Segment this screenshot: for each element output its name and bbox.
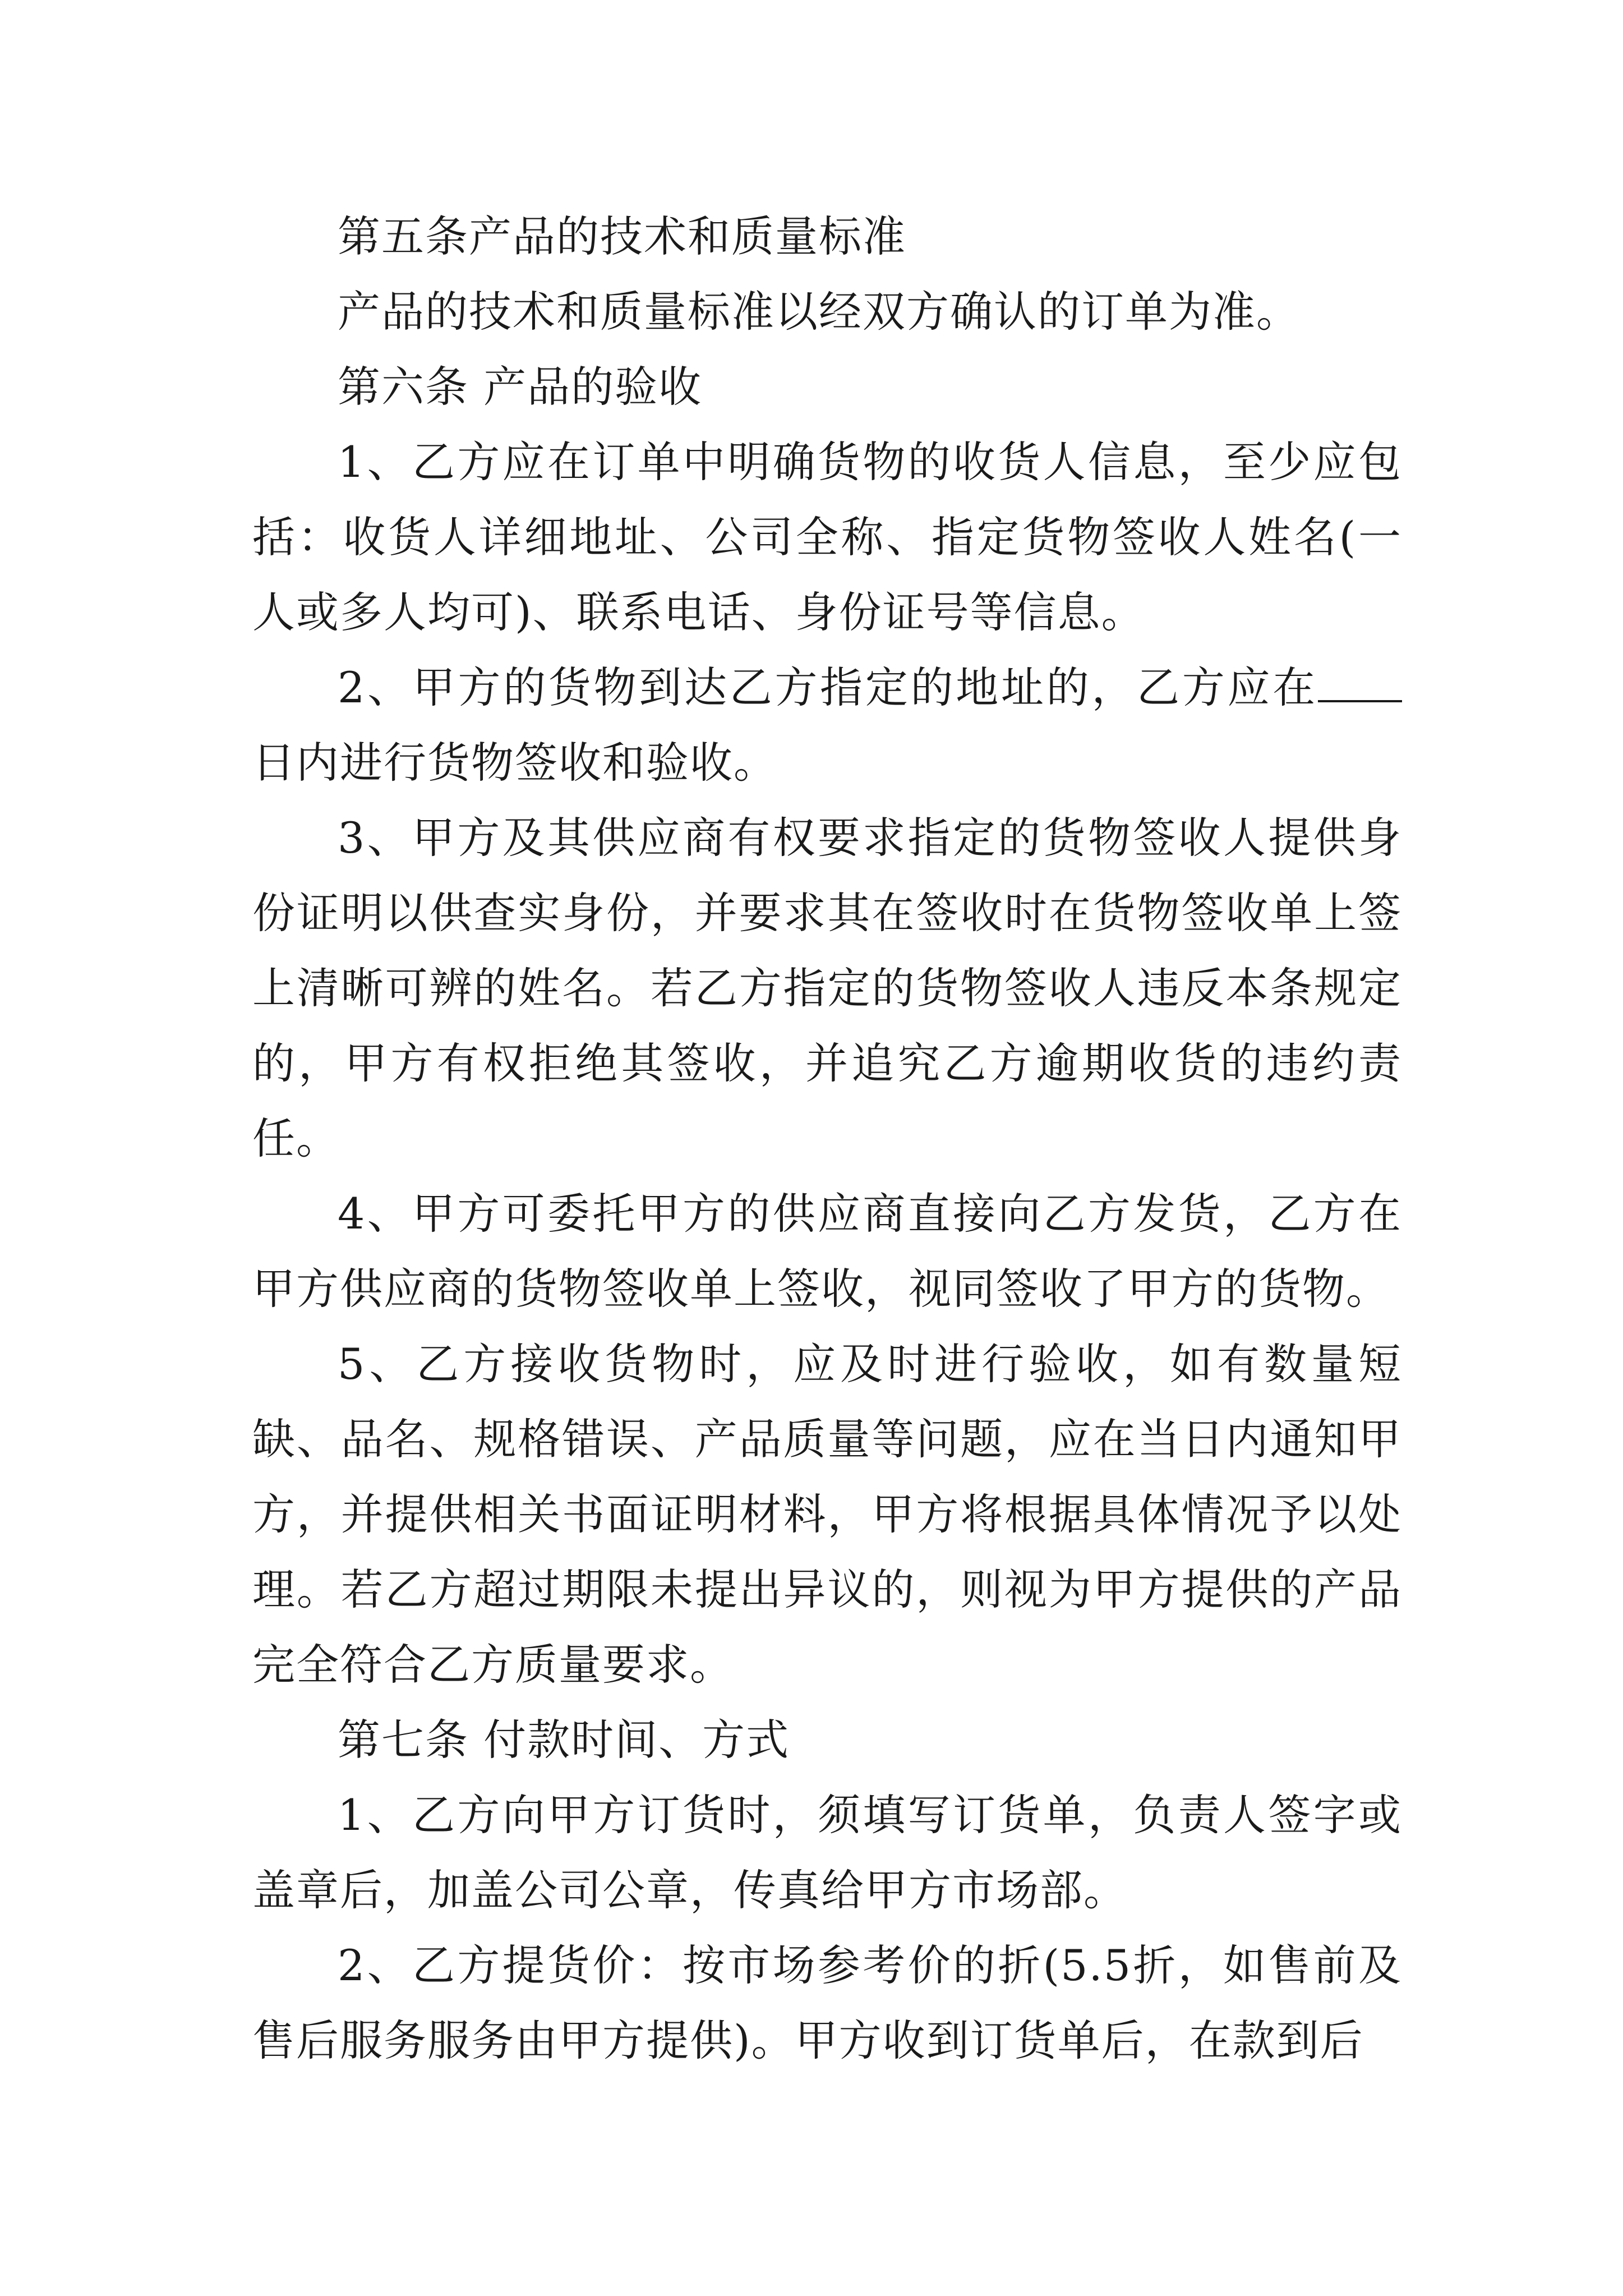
article-6-clause-3: 3、甲方及其供应商有权要求指定的货物签收人提供身份证明以供查实身份，并要求其在签收时在货物签收单上签上清晰可辨的姓名。若乙方指定的货物签收人违反本条规定的，甲方有权拒绝其签收，并追究乙方逾期收货的违约责任。 <box>252 813 1402 1163</box>
article-5-heading: 第五条产品的技术和质量标准 <box>338 211 906 261</box>
clause-2-text-after-blank: 日内进行货物签收和验收。 <box>252 738 777 788</box>
article-6-clause-5: 5、乙方接收货物时，应及时进行验收，如有数量短缺、品名、规格错误、产品质量等问题，应在当日内通知甲方，并提供相关书面证明材料，甲方将根据具体情况予以处理。若乙方超过期限未提出异议的，则视为甲方提供的产品完全符合乙方质量要求。 <box>252 1339 1402 1690</box>
article-5-body: 产品的技术和质量标准以经双方确认的订单为准。 <box>338 287 1300 337</box>
article-6-heading: 第六条 产品的验收 <box>338 362 703 412</box>
article-7-heading: 第七条 付款时间、方式 <box>338 1715 790 1765</box>
days-blank-line <box>1318 665 1402 702</box>
article-7-clause-2: 2、乙方提货价：按市场参考价的折(5.5折，如售前及售后服务服务由甲方提供)。甲方收到订货单后，在款到后 <box>252 1940 1402 2065</box>
article-6-clause-4: 4、甲方可委托甲方的供应商直接向乙方发货，乙方在甲方供应商的货物签收单上签收，视同签收了甲方的货物。 <box>252 1189 1402 1314</box>
article-7-clause-1: 1、乙方向甲方订货时，须填写订货单，负责人签字或盖章后，加盖公司公章，传真给甲方市场部。 <box>252 1790 1402 1915</box>
article-6-clause-1: 1、乙方应在订单中明确货物的收货人信息，至少应包括：收货人详细地址、公司全称、指定货物签收人姓名(一人或多人均可)、联系电话、身份证号等信息。 <box>252 437 1402 637</box>
clause-2-text-before-blank: 2、甲方的货物到达乙方指定的地址的，乙方应在 <box>338 662 1318 712</box>
document-body <box>252 199 1402 2078</box>
article-6-clause-2 <box>252 650 1402 800</box>
